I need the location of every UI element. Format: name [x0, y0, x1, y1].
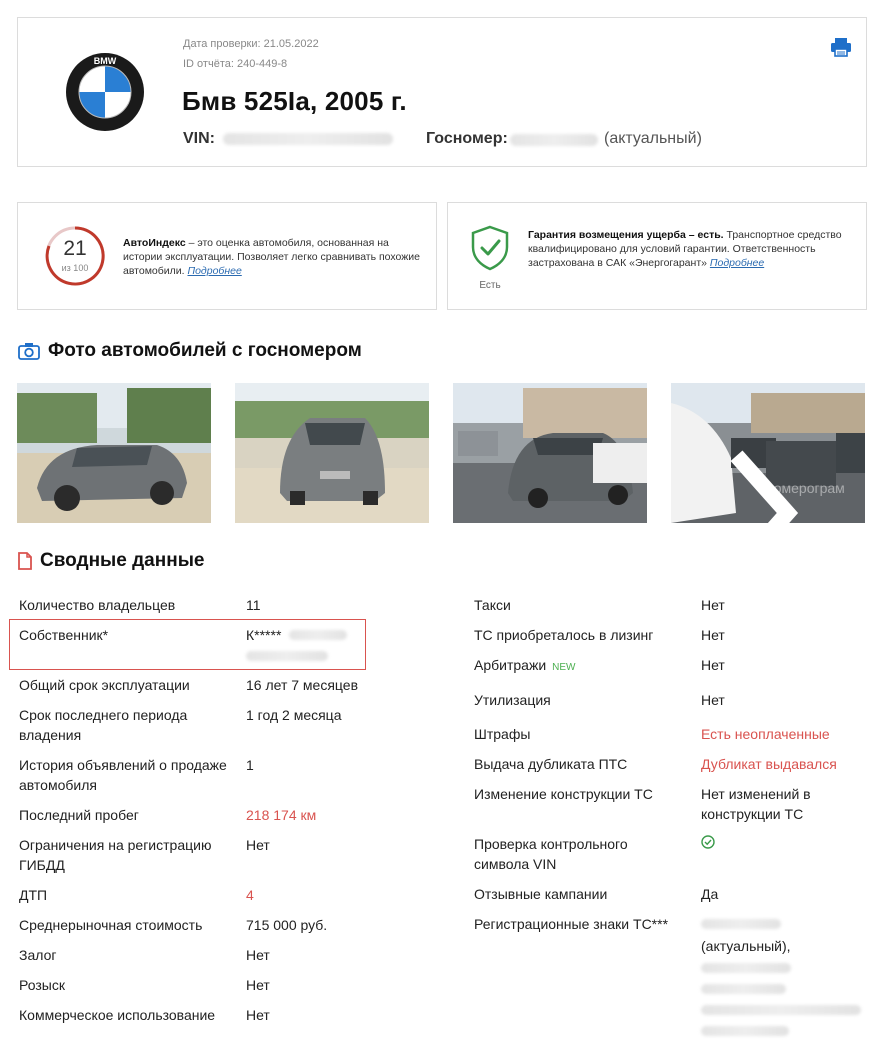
- svg-text:BMW: BMW: [93, 56, 117, 66]
- car-photo-3[interactable]: [453, 383, 647, 523]
- summary-table-right: [474, 595, 874, 1035]
- plate-history-blurred: [701, 1005, 861, 1015]
- owner-name-blurred: [289, 630, 347, 640]
- row-value: Есть неоплаченные: [701, 726, 830, 742]
- row-label: ДТП: [19, 887, 48, 903]
- vin-row: [183, 130, 393, 148]
- guarantee-title: Гарантия возмещения ущерба – есть.: [528, 229, 724, 241]
- row-label: История объявлений о продаже автомобиля: [19, 757, 227, 793]
- report-id: ID отчёта: 240-449-8: [183, 58, 288, 70]
- row-value: Дубликат выдавался: [701, 756, 837, 772]
- guarantee-text: [528, 228, 848, 270]
- row-label: Изменение конструкции ТС: [474, 786, 653, 802]
- autoindex-text: [123, 236, 423, 278]
- guarantee-card: [447, 202, 867, 310]
- row-label: Проверка контрольного символа VIN: [474, 836, 628, 872]
- car-photo-4[interactable]: [671, 383, 865, 523]
- plate-status: (актуальный): [604, 130, 702, 147]
- autoindex-description: – это оценка автомобиля, основанная на истории эксплуатации. Позволяет легко сравнивать похожие автомобили.: [123, 237, 420, 277]
- bmw-logo: [65, 52, 145, 132]
- row-value: [701, 834, 861, 854]
- row-label: Среднерыночная стоимость: [19, 917, 203, 933]
- row-label: Коммерческое использование: [19, 1007, 216, 1023]
- row-value: 16 лет 7 месяцев: [246, 677, 359, 693]
- photos-section-title: [18, 340, 362, 362]
- row-value: Да: [701, 886, 719, 902]
- row-value: 1: [246, 757, 254, 773]
- plate-label: Госномер:: [426, 130, 508, 147]
- report-header-card: [17, 17, 867, 167]
- plate-history-blurred: [701, 984, 786, 994]
- row-value: 218 174 км: [246, 807, 317, 823]
- row-value: Нет: [246, 977, 270, 993]
- row-value: Нет: [701, 692, 725, 708]
- chevron-right-icon[interactable]: [671, 443, 859, 523]
- summary-table-left: [19, 595, 419, 1035]
- row-label: Ограничения на регистрацию ГИБДД: [19, 837, 212, 873]
- row-label: Срок последнего периода владения: [19, 707, 188, 743]
- row-label: Последний пробег: [19, 807, 139, 823]
- watermark-text: номерограм: [766, 480, 845, 496]
- plate-history-blurred: [701, 919, 781, 929]
- row-value: 1 год 2 месяца: [246, 707, 342, 723]
- row-label: Отзывные кампании: [474, 886, 608, 902]
- plate-history-blurred: [701, 1026, 789, 1036]
- row-label: Залог: [19, 947, 57, 963]
- row-label: Регистрационные знаки ТС***: [474, 916, 669, 932]
- car-photo-1[interactable]: [17, 383, 211, 523]
- plate-history-status: (актуальный),: [701, 938, 791, 954]
- plate-history-blurred: [701, 963, 791, 973]
- shield-check-icon: [470, 225, 510, 271]
- row-value: 11: [246, 597, 261, 613]
- row-value: 4: [246, 887, 254, 903]
- car-title: Бмв 525Ia, 2005 г.: [182, 86, 407, 116]
- row-label: Розыск: [19, 977, 65, 993]
- row-value: [701, 914, 861, 1041]
- autoindex-card: [17, 202, 437, 310]
- row-label: Выдача дубликата ПТС: [474, 756, 628, 772]
- car-photo-2[interactable]: [235, 383, 429, 523]
- row-value: Нет: [246, 947, 270, 963]
- new-badge: NEW: [552, 662, 576, 673]
- autoindex-more-link[interactable]: Подробнее: [187, 265, 242, 277]
- autoindex-title: АвтоИндекс: [123, 237, 186, 249]
- row-value: Нет: [701, 657, 725, 673]
- row-value: 715 000 руб.: [246, 917, 328, 933]
- row-label: [474, 655, 689, 678]
- camera-icon: [18, 342, 40, 360]
- autoindex-score: 21: [63, 237, 87, 260]
- row-label: Количество владельцев: [19, 597, 176, 613]
- guarantee-more-link[interactable]: Подробнее: [709, 257, 765, 269]
- row-label: Утилизация: [474, 692, 551, 708]
- owner-name-masked: К*****: [246, 627, 282, 643]
- row-label: Такси: [474, 597, 511, 613]
- vin-label: VIN:: [183, 130, 215, 147]
- guarantee-badge: Есть: [479, 280, 501, 291]
- autoindex-score-sub: из 100: [61, 263, 89, 273]
- summary-title-text: Сводные данные: [40, 550, 205, 571]
- photos-title-text: Фото автомобилей с госномером: [48, 340, 362, 361]
- row-label: Общий срок эксплуатации: [19, 677, 190, 693]
- row-label: Штрафы: [474, 726, 531, 742]
- vin-value-blurred: [223, 133, 393, 145]
- document-icon: [18, 552, 32, 570]
- row-value: Нет изменений в конструкции ТС: [701, 786, 811, 822]
- row-value: [246, 625, 406, 666]
- guarantee-description: Транспортное средство квалифицировано для условий гарантии. Ответственность застрахована в САК «Энергогарант»: [528, 229, 842, 269]
- row-label: ТС приобреталось в лизинг: [474, 627, 654, 643]
- arbitration-label: Арбитражи: [474, 657, 547, 673]
- plate-value-blurred: [510, 134, 598, 146]
- owner-extra-blurred: [246, 651, 328, 661]
- row-value: Нет: [246, 1007, 270, 1023]
- check-circle-icon: [701, 835, 715, 849]
- row-value: Нет: [246, 837, 270, 853]
- summary-section-title: [18, 550, 205, 572]
- row-value: Нет: [701, 627, 725, 643]
- row-value: Нет: [701, 597, 725, 613]
- check-date: Дата проверки: 21.05.2022: [183, 38, 319, 50]
- printer-icon[interactable]: [830, 36, 852, 58]
- row-label: Собственник*: [19, 627, 109, 643]
